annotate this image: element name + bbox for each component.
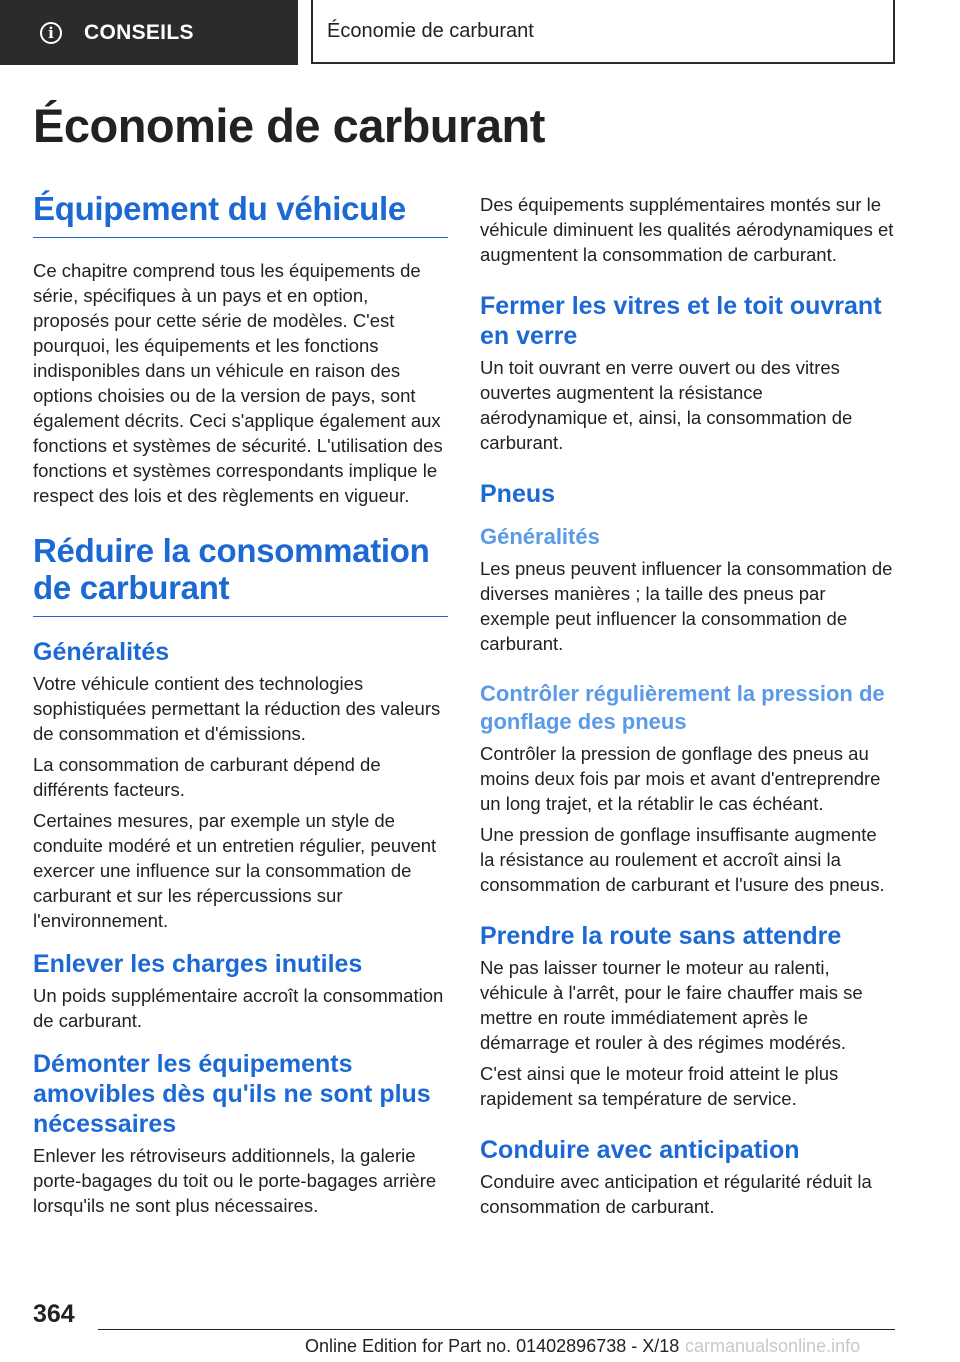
footer-edition: Online Edition for Part no. 01402896738 - X/18 <box>305 1336 680 1356</box>
heading-route: Prendre la route sans attendre <box>480 922 842 950</box>
page-title: Économie de carburant <box>33 99 545 152</box>
info-icon: i <box>40 22 62 44</box>
right-column <box>480 192 895 1225</box>
chapter-tab-label: Économie de carburant <box>327 19 534 42</box>
paragraph-pression-2: Une pression de gonflage insuffisante augmente la résistance au roulement et accroît ainsi la consommation de carburant et l'usure des pneus. <box>480 824 885 895</box>
section-tab-label: CONSEILS <box>84 20 194 44</box>
page-number: 364 <box>33 1300 75 1328</box>
heading-vitres: Fermer les vitres et le toit ouvrant en verre <box>480 292 882 350</box>
paragraph-equipement: Ce chapitre comprend tous les équipements de série, spécifiques à un pays et en option, proposés pour cette série de modèles. C'est pourquoi, les équipements et les fonctions indisponibles dans un véhicule en raison des options choisies ou de la version de pays, sont également décrits. Ceci s'applique également aux fonctions et systèmes de sécurité. L'utilisation des fonctions et systèmes correspondants implique le respect des lois et des règlements en vigueur. <box>33 260 443 506</box>
paragraph-gen-3: Certaines mesures, par exemple un style de conduite modéré et un entretien régulier, peuvent exercer une influence sur la consommation de carburant et sur les répercussions sur l'environnement. <box>33 810 437 931</box>
top-header <box>0 0 960 66</box>
heading-charges: Enlever les charges inutiles <box>33 950 363 978</box>
paragraph-equip-supp: Des équipements supplémentaires montés sur le véhicule diminuent les qualités aérodynamiques et augmentent la consommation de carburant. <box>480 194 894 265</box>
heading-demonter: Démonter les équipements amovibles dès qu'ils ne sont plus nécessaires <box>33 1050 431 1138</box>
heading-equipement: Équipement du véhicule <box>33 190 448 238</box>
heading-pneus-generalites: Généralités <box>480 524 600 549</box>
heading-anticipation: Conduire avec anticipation <box>480 1136 800 1164</box>
left-column <box>33 190 448 1224</box>
paragraph-gen-1: Votre véhicule contient des technologies sophistiquées permettant la réduction des valeurs de consommation et d'émissions. <box>33 673 441 744</box>
paragraph-anticipation: Conduire avec anticipation et régularité réduit la consommation de carburant. <box>480 1171 872 1217</box>
heading-pneus: Pneus <box>480 480 556 508</box>
paragraph-charges: Un poids supplémentaire accroît la consommation de carburant. <box>33 985 444 1031</box>
heading-reduire: Réduire la consommation de carburant <box>33 532 448 617</box>
footer-watermark: carmanualsonline.info <box>685 1336 861 1356</box>
chapter-tab <box>311 0 895 64</box>
paragraph-pneus-gen: Les pneus peuvent influencer la consommation de diverses manières ; la taille des pneus par exemple peut influencer la consommation de carburant. <box>480 558 893 654</box>
heading-pression: Contrôler régulièrement la pression de gonflage des pneus <box>480 681 885 734</box>
paragraph-pression-1: Contrôler la pression de gonflage des pneus au moins deux fois par mois et avant d'entreprendre un long trajet, et la rétablir le cas échéant. <box>480 743 881 814</box>
section-tab <box>0 0 298 65</box>
paragraph-vitres: Un toit ouvrant en verre ouvert ou des vitres ouvertes augmentent la résistance aérodynamique et, ainsi, la consommation de carburant. <box>480 357 853 453</box>
paragraph-route-2: C'est ainsi que le moteur froid atteint le plus rapidement sa température de service. <box>480 1063 839 1109</box>
heading-generalites: Généralités <box>33 638 170 666</box>
footer-divider <box>98 1329 895 1330</box>
paragraph-demonter: Enlever les rétroviseurs additionnels, la galerie porte-bagages du toit ou le porte-bagages arrière lorsqu'ils ne sont plus nécessaires. <box>33 1145 437 1216</box>
paragraph-gen-2: La consommation de carburant dépend de différents facteurs. <box>33 754 381 800</box>
paragraph-route-1: Ne pas laisser tourner le moteur au ralenti, véhicule à l'arrêt, pour le faire chauffer mais se mettre en route immédiatement après le démarrage et rouler à des régimes modérés. <box>480 957 863 1053</box>
